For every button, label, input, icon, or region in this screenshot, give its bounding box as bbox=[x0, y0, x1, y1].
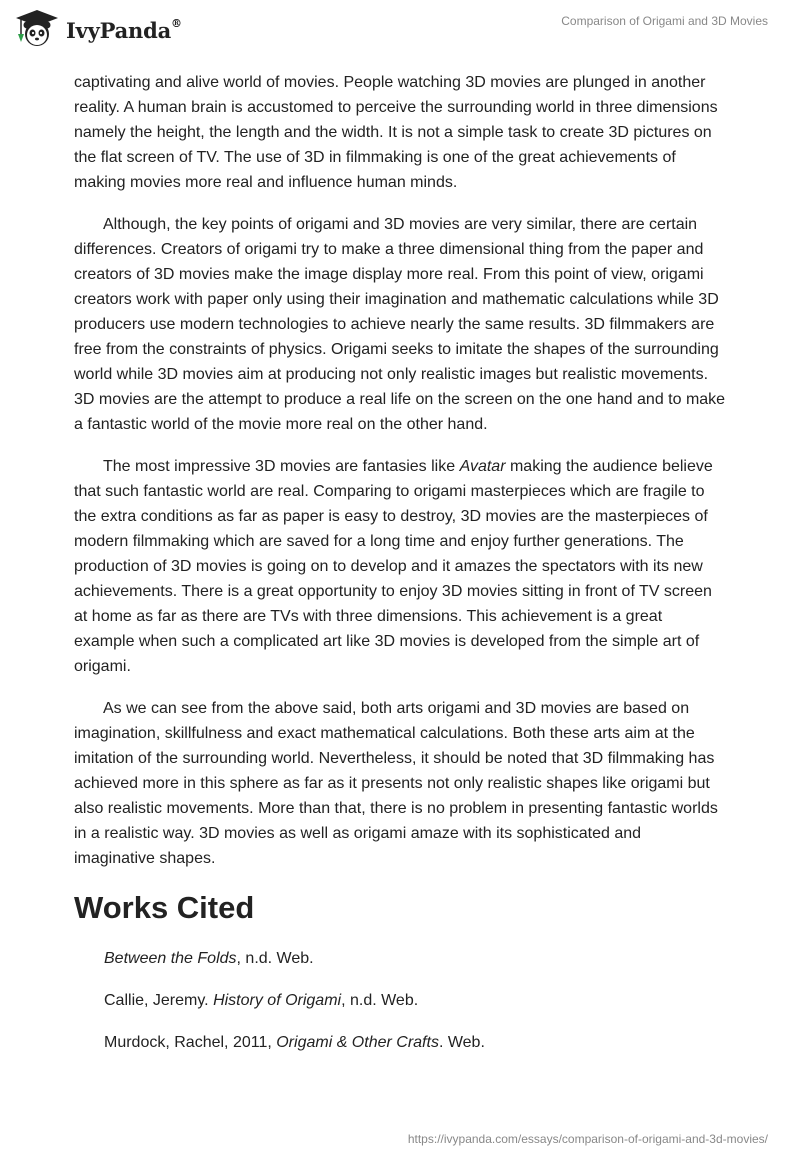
citation-entry: Between the Folds, n.d. Web. bbox=[104, 950, 314, 967]
body-paragraph: The most impressive 3D movies are fantasies like Avatar making the audience believe that such fantastic world are real. Comparing to origami masterpieces which are fragile to the extra conditions as far as paper is easy to destroy, 3D movies are the masterpieces of modern filmmaking which are saved for a long time and enjoy further generations. The production of 3D movies is going on to develop and it amazes the spectators with its new achievements. There is a great opportunity to enjoy 3D movies sitting in front of TV screen at home as far as there are TVs with three dimensions. This achievement is a great example when such a complicated art like 3D movies is developed from the simple art of origami. bbox=[74, 458, 713, 675]
essay-content bbox=[74, 70, 726, 1072]
running-title: Comparison of Origami and 3D Movies bbox=[561, 14, 768, 28]
ivypanda-logo[interactable] bbox=[14, 8, 182, 48]
page-header bbox=[0, 0, 800, 64]
source-url[interactable]: https://ivypanda.com/essays/comparison-of-origami-and-3d-movies/ bbox=[407, 1132, 768, 1146]
citation-entry: Murdock, Rachel, 2011, Origami & Other Crafts. Web. bbox=[104, 1034, 485, 1051]
citation-entry: Callie, Jeremy. History of Origami, n.d. Web. bbox=[104, 992, 419, 1009]
body-paragraph: As we can see from the above said, both arts origami and 3D movies are based on imagination, skillfulness and exact mathematical calculations. Both these arts aim at the imitation of the surrounding world. Nevertheless, it should be noted that 3D filmmaking has achieved more in this sphere as far as it presents not only realistic shapes like origami but also realistic movements. More than that, there is no problem in presenting fantastic worlds in a realistic way. 3D movies as well as origami amaze with its sophisticated and imaginative shapes. bbox=[74, 700, 718, 867]
body-paragraph: Although, the key points of origami and 3D movies are very similar, there are certain differences. Creators of origami try to make a three dimensional thing from the paper and creators of 3D movies make the image display more real. From this point of view, origami creators work with paper only using their imagination and mathematic calculations while 3D producers use modern technologies to achieve nearly the same results. 3D filmmakers are free from the constraints of physics. Origami seeks to imitate the shapes of the surrounding world while 3D movies aim at producing not only realistic images but realistic movements. 3D movies are the attempt to produce a real life on the screen on the one hand and to make a fantastic world of the movie more real on the other hand. bbox=[74, 216, 726, 433]
logo-text: IvyPanda® bbox=[66, 16, 182, 43]
panda-graduation-cap-icon bbox=[14, 8, 60, 48]
film-title: Avatar bbox=[459, 458, 506, 475]
works-cited-heading: Works Cited bbox=[74, 890, 255, 925]
body-paragraph: captivating and alive world of movies. People watching 3D movies are plunged in another reality. A human brain is accustomed to perceive the surrounding world in three dimensions namely the height, the length and the width. It is not a simple task to create 3D pictures on the flat screen of TV. The use of 3D in filmmaking is one of the great achievements of making movies more real and influence human minds. bbox=[74, 74, 718, 191]
